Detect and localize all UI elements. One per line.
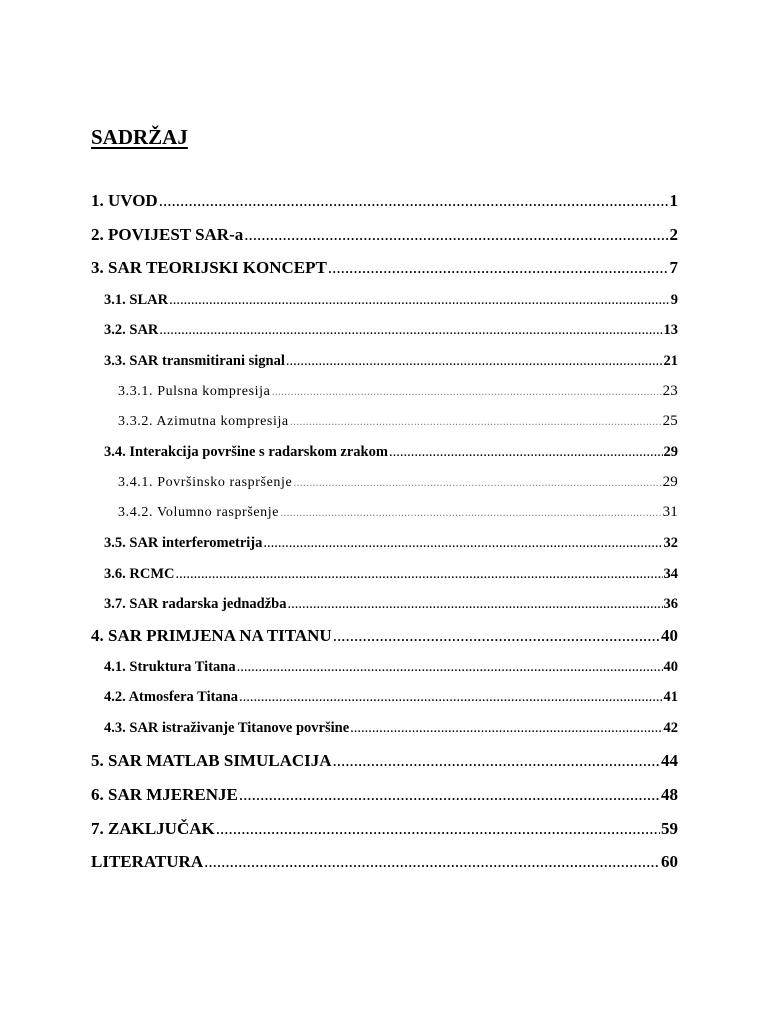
toc-entry[interactable] — [104, 719, 678, 737]
dot-leader — [263, 534, 662, 552]
toc-entry-page: 7 — [669, 258, 678, 277]
dot-leader — [333, 626, 660, 646]
toc-entry[interactable] — [91, 225, 678, 245]
dot-leader — [389, 443, 663, 461]
toc-entry[interactable] — [91, 785, 678, 805]
toc-entry-page: 60 — [661, 852, 678, 871]
toc-entry-page: 36 — [663, 596, 678, 612]
toc-entry-label: 4.2. Atmosfera Titana — [104, 689, 238, 705]
toc-entry-page: 34 — [663, 566, 678, 582]
toc-entry-label: 3. SAR TEORIJSKI KONCEPT — [91, 258, 327, 277]
toc-entry-label: 3.5. SAR interferometrija — [104, 535, 263, 551]
toc-entry-label: 2. POVIJEST SAR-a — [91, 225, 244, 244]
dot-leader — [204, 852, 660, 872]
dot-leader — [159, 321, 662, 339]
toc-entry-label: 3.6. RCMC — [104, 566, 175, 582]
toc-entry[interactable] — [91, 852, 678, 872]
toc-entry-label: LITERATURA — [91, 852, 204, 871]
toc-entry-page: 25 — [662, 413, 678, 429]
toc-entry-label: 3.2. SAR — [104, 322, 159, 338]
toc-entry-page: 59 — [661, 819, 678, 838]
dot-leader — [216, 819, 660, 839]
toc-entry[interactable] — [104, 443, 678, 461]
toc-entry[interactable] — [104, 595, 678, 613]
toc-entry-label: 4.1. Struktura Titana — [104, 659, 236, 675]
dot-leader — [280, 505, 662, 523]
dot-leader — [333, 751, 660, 771]
toc-entry-page: 23 — [662, 383, 678, 399]
dot-leader — [271, 384, 661, 402]
toc-entry-page: 29 — [662, 474, 678, 490]
dot-leader — [290, 414, 662, 432]
toc-entry[interactable] — [91, 191, 678, 211]
toc-entry-page: 32 — [663, 535, 678, 551]
toc-entry[interactable] — [104, 321, 678, 339]
toc-entry-page: 42 — [663, 720, 678, 736]
dot-leader — [237, 658, 663, 676]
dot-leader — [287, 595, 662, 613]
toc-entry-page: 31 — [662, 504, 678, 520]
toc-entry[interactable] — [91, 751, 678, 771]
dot-leader — [239, 785, 660, 805]
toc-entry[interactable] — [104, 534, 678, 552]
toc-entry-label: 7. ZAKLJUČAK — [91, 819, 215, 838]
toc-entry-page: 40 — [663, 659, 678, 675]
toc-entry-page: 29 — [663, 444, 678, 460]
toc-entry-page: 2 — [669, 225, 678, 244]
dot-leader — [169, 291, 670, 309]
toc-entry-label: 3.3.2. Azimutna kompresija — [118, 414, 289, 429]
dot-leader — [286, 352, 663, 370]
toc-entry-page: 48 — [661, 785, 678, 804]
dot-leader — [239, 688, 663, 706]
dot-leader — [175, 565, 662, 583]
toc-entry-label: 3.3.1. Pulsna kompresija — [118, 384, 271, 399]
toc-entry[interactable] — [104, 565, 678, 583]
toc-entry-page: 21 — [663, 353, 678, 369]
toc-entry[interactable] — [118, 382, 678, 400]
toc-entry[interactable] — [118, 473, 678, 491]
toc-entry-label: 6. SAR MJERENJE — [91, 785, 238, 804]
toc-entry[interactable] — [104, 658, 678, 676]
toc-entry[interactable] — [91, 626, 678, 646]
toc-entry-page: 1 — [669, 191, 678, 210]
dot-leader — [293, 475, 661, 493]
toc-entry-label: 3.4. Interakcija površine s radarskom zrakom — [104, 444, 388, 460]
toc-title: SADRŽAJ — [91, 125, 188, 149]
dot-leader — [159, 191, 669, 211]
toc-entry-label: 3.4.1. Površinsko raspršenje — [118, 475, 293, 490]
toc-entry-label: 4. SAR PRIMJENA NA TITANU — [91, 626, 332, 645]
toc-entry-page: 41 — [663, 689, 678, 705]
toc-entry-page: 9 — [670, 292, 678, 308]
toc-entry[interactable] — [91, 819, 678, 839]
toc-entry-page: 44 — [661, 751, 678, 770]
toc-entry[interactable] — [104, 291, 678, 309]
toc-entry-page: 40 — [661, 626, 678, 645]
toc-entry[interactable] — [104, 688, 678, 706]
toc-entry-label: 5. SAR MATLAB SIMULACIJA — [91, 751, 332, 770]
toc-entry-label: 1. UVOD — [91, 191, 158, 210]
toc-entry-label: 4.3. SAR istraživanje Titanove površine — [104, 720, 350, 736]
toc-entry[interactable] — [118, 503, 678, 521]
toc-entry[interactable] — [104, 352, 678, 370]
dot-leader — [244, 225, 668, 245]
toc-entry-label: 3.3. SAR transmitirani signal — [104, 353, 285, 369]
dot-leader — [350, 719, 662, 737]
toc-entry-page: 13 — [663, 322, 678, 338]
toc-entry-label: 3.7. SAR radarska jednadžba — [104, 596, 287, 612]
toc-entry-label: 3.4.2. Volumno raspršenje — [118, 505, 280, 520]
toc-entry[interactable] — [91, 258, 678, 278]
toc-entry-label: 3.1. SLAR — [104, 292, 169, 308]
dot-leader — [328, 258, 669, 278]
toc-entry[interactable] — [118, 412, 678, 430]
